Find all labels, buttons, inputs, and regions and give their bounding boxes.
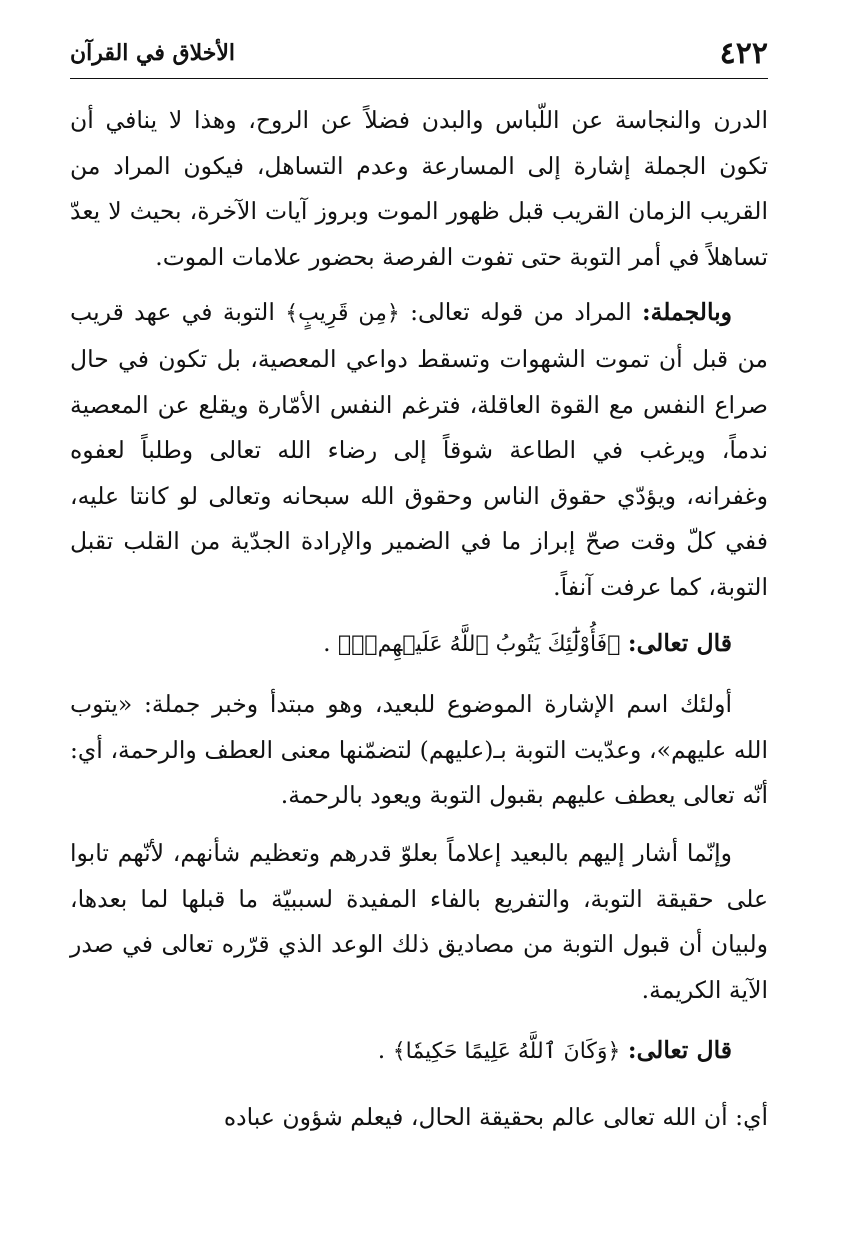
page-number: ٤٢٢ [719, 35, 768, 71]
running-title: الأخلاق في القرآن [70, 40, 235, 66]
lead-word: وبالجملة: [641, 298, 732, 327]
paragraph: أي: أن الله تعالى عالم بحقيقة الحال، فيعلم شؤون عباده [223, 1102, 768, 1131]
paragraph [70, 290, 768, 610]
paragraph-text: التوبة في عهد قريب من قبل أن تموت الشهوات وتسقط دواعي المعصية، بل تكون في حال صراع النفس مع القوة العاقلة، فترغم النفس الأمّارة ويقلع عن المعصية ندماً، ويرغب في الطاعة شوقاً إلى رضاء الله تعالى وطلباً لعفوه وغفرانه، ويؤدّي حقوق الناس وحقوق الله سبحانه وتعالى لو كانتا عليه، ففي كلّ وقت صحّ إبراز ما في الضمير والإرادة الجدّية من القلب تقبل التوبة، كما عرفت آنفاً. [70, 298, 768, 601]
verse-heading [70, 1028, 768, 1075]
paragraph: أولئك اسم الإشارة الموضوع للبعيد، وهو مبتدأ وخبر جملة: «يتوب الله عليهم»، وعدّيت التوبة بـ(عليهم) لتضمّنها معنى العطف والرحمة، أي: أنّه تعالى يعطف عليهم بقبول التوبة ويعود بالرحمة. [70, 690, 768, 810]
verse-heading [70, 621, 768, 668]
lead-word: قال تعالى: [627, 628, 732, 657]
punctuation: . [323, 628, 331, 657]
quran-quote: ﴿فَأُوْلَٰٓئِكَ يَتُوبُ ٱللَّهُ عَلَيۡهِمۡۗ﴾ [338, 631, 621, 657]
lead-word: قال تعالى: [627, 1036, 732, 1065]
paragraph: الدرن والنجاسة عن اللّباس والبدن فضلاً عن الروح، وهذا لا ينافي أن تكون الجملة إشارة إلى المسارعة وعدم التساهل، فيكون المراد من القريب الزمان القريب قبل ظهور الموت وبروز آيات الآخرة، بحيث لا يعدّ تساهلاً في أمر التوبة حتى تفوت الفرصة بحضور علامات الموت. [70, 106, 768, 271]
quran-quote: ﴿وَكَانَ ٱللَّهُ عَلِيمًا حَكِيمٗا﴾ [392, 1039, 621, 1065]
punctuation: . [377, 1036, 386, 1065]
quran-quote: ﴿مِن قَرِيبٍ﴾ [285, 301, 400, 327]
page-body [70, 98, 768, 1140]
page-header [70, 28, 768, 79]
paragraph: وإنّما أشار إليهم بالبعيد إعلاماً بعلوّ قدرهم وتعظيم شأنهم، لأنّهم تابوا على حقيقة التوبة، والتفريع بالفاء المفيدة لسببيّة ما قبلها لما بعدها، ولبيان أن قبول التوبة من مصاديق ذلك الوعد الذي قرّره تعالى في صدر الآية الكريمة. [70, 838, 768, 1004]
paragraph-text: المراد من قوله تعالى: [399, 298, 642, 327]
